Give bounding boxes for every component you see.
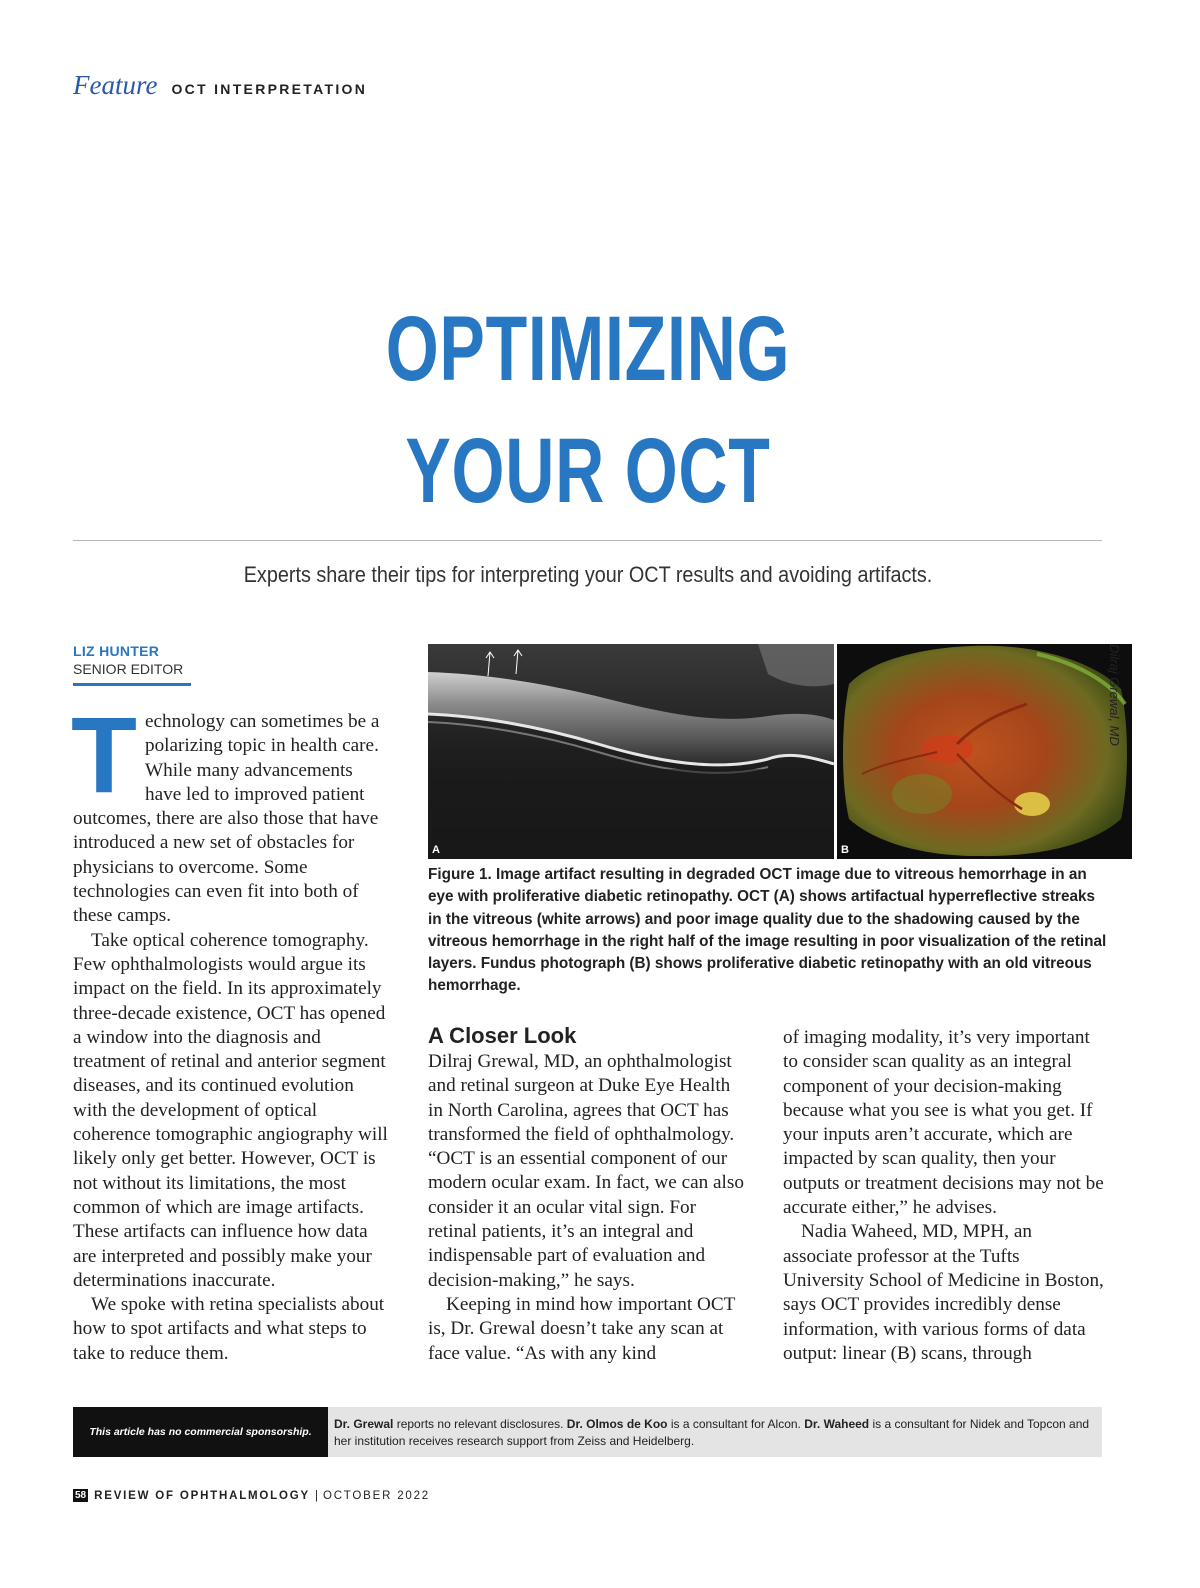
figure-caption: Figure 1. Image artifact resulting in degraded OCT image due to vitreous hemorrhage in an eye with proliferative diabetic retinopathy. OCT (A) shows artifactual hyperreflective streaks in the vitreous (white arrows) and poor image quality due to the shadowing caused by the vitreous hemorrhage in the right half of the image resulting in poor visualization of the retinal layers. Fundus photograph (B) shows proliferative diabetic retinopathy with an old vitreous hemorrhage.	[428, 866, 1107, 995]
body-paragraph: Keeping in mind how important OCT is, Dr. Grewal doesn’t take any scan at face value. “As with any kind	[428, 1293, 736, 1364]
sponsorship-note: This article has no commercial sponsorship.	[73, 1407, 328, 1457]
photo-credit-text: Dilraj Grewal, MD	[1107, 644, 1122, 746]
body-column-3	[783, 1026, 1105, 1366]
title-line-1: OPTIMIZING	[385, 298, 791, 400]
disclosure-name: Dr. Waheed	[804, 1417, 870, 1431]
disclosure-statement: is a consultant for Alcon.	[667, 1417, 805, 1431]
body-paragraph: Nadia Waheed, MD, MPH, an associate professor at the Tufts University School of Medicine in Boston, says OCT provides incredibly dense information, with various forms of data output: linear (B) scans, through	[783, 1221, 1104, 1364]
disclosure-name: Dr. Grewal	[334, 1417, 394, 1431]
disclosure-statement: reports no relevant disclosures.	[393, 1417, 567, 1431]
body-paragraph: We spoke with retina specialists about how to spot artifacts and what steps to take to reduce them.	[73, 1294, 385, 1364]
body-column-2	[428, 1050, 748, 1366]
title-line-2: YOUR OCT	[405, 420, 771, 522]
title-divider	[73, 540, 1102, 541]
disclosure-text	[334, 1416, 1098, 1450]
body-column-1	[71, 694, 391, 1366]
drop-cap: T	[71, 694, 137, 815]
disclosure-box	[73, 1407, 1102, 1457]
oct-scan-image	[428, 644, 834, 859]
section-label: Feature	[73, 70, 158, 100]
body-paragraph: Take optical coherence tomography. Few ophthalmologists would argue its impact on the field. In its approximately three-decade existence, OCT has opened a window into the diagnosis and treatment of retinal and anterior segment diseases, and its continued evolution with the development of optical coherence tomographic angiography will likely only get better. However, OCT is not without its limitations, the most common of which are image artifacts. These artifacts can influence how data are interpreted and possibly make your determinations inaccurate.	[73, 929, 388, 1291]
footer-separator: |	[314, 1489, 318, 1502]
author-role: SENIOR EDITOR	[73, 661, 184, 677]
publication-name: REVIEW OF OPHTHALMOLOGY	[94, 1489, 310, 1502]
article-deck: Experts share their tips for interpreting your OCT results and avoiding artifacts.	[243, 562, 933, 587]
section-topic: OCT INTERPRETATION	[171, 81, 368, 97]
fundus-photo-image	[837, 644, 1132, 859]
body-paragraph: echnology can sometimes be a polarizing topic in health care. While many advancements have led to improved patient outcomes, there are also those that have introduced a new set of obstacles for physicians to overcome. Some technologies can even fit into both of these camps.	[73, 711, 380, 927]
issue-date: OCTOBER 2022	[322, 1489, 430, 1502]
photo-credit	[1104, 644, 1124, 759]
page-footer	[73, 1489, 430, 1502]
byline	[73, 643, 191, 686]
author-name: LIZ HUNTER	[73, 643, 160, 659]
page-number: 58	[75, 1490, 87, 1501]
body-paragraph: of imaging modality, it’s very important to consider scan quality as an integral component of your decision-making because what you see is what you get. If your inputs aren’t accurate, which are impacted by scan quality, then your outputs or treatment decisions may not be accurate either,” he advises.	[783, 1027, 1104, 1219]
panel-label-b: B	[841, 844, 849, 856]
section-header	[73, 70, 367, 101]
panel-label-a: A	[432, 844, 440, 856]
section-subhead: A Closer Look	[428, 1023, 577, 1048]
article-title	[153, 288, 1023, 532]
body-paragraph: Dilraj Grewal, MD, an ophthalmologist and retinal surgeon at Duke Eye Health in North Carolina, agrees that OCT has transformed the field of ophthalmology. “OCT is an essential component of our modern ocular exam. In fact, we can also consider it an ocular vital sign. For retinal patients, it’s an integral and indispensable part of evaluation and decision-making,” he says.	[428, 1051, 744, 1291]
figure-1	[428, 644, 1132, 859]
disclosure-name: Dr. Olmos de Koo	[566, 1417, 668, 1431]
disclosure-statement: is a consultant for Nidek and Topcon and her institution receives research support from Zeiss and Heidelberg.	[334, 1417, 1090, 1448]
